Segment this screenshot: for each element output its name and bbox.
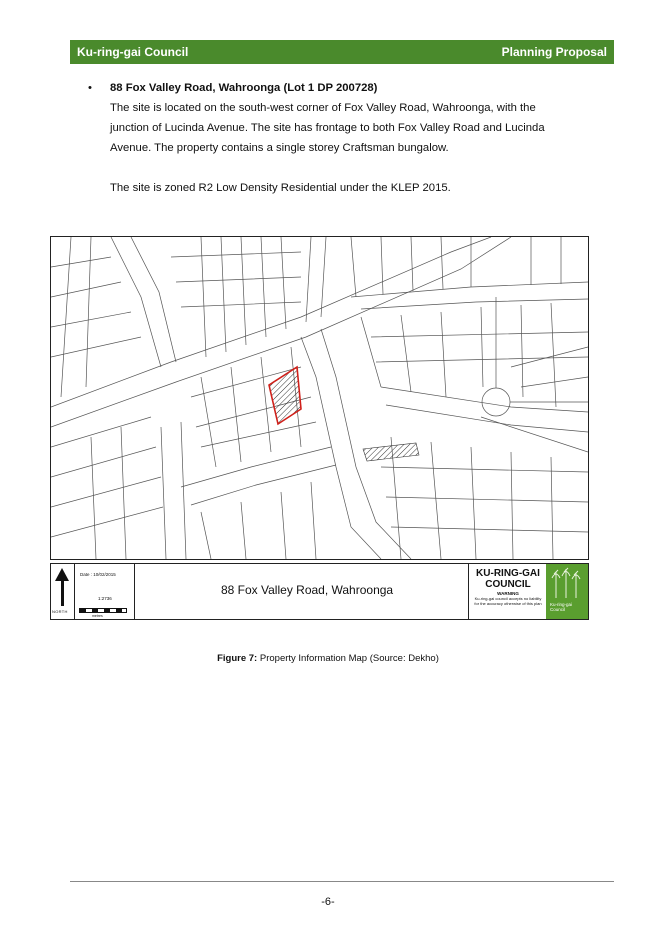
site-description-line-1: The site is located on the south-west corner of Fox Valley Road, Wahroonga, with the — [110, 102, 536, 114]
warning-text: Ku-ring-gai council accepts no liability for the accuracy otherwise of this plan — [474, 596, 542, 606]
logo-text-line-1: Ku-ring-gai — [550, 602, 573, 607]
figure-caption — [0, 653, 656, 664]
map-scale: 1:2736 — [98, 596, 112, 601]
map-meta — [74, 564, 135, 619]
site-description-section — [88, 78, 588, 198]
scale-bar-icon — [79, 608, 127, 613]
council-logo — [546, 564, 588, 619]
north-arrow — [51, 564, 75, 619]
document-header — [70, 40, 614, 64]
warning-label: WARNING — [497, 591, 519, 596]
map-legend — [50, 563, 589, 620]
figure-text: Property Information Map (Source: Dekho) — [259, 653, 439, 664]
council-disclaimer — [468, 564, 548, 619]
page-number: -6- — [321, 896, 335, 908]
property-map — [50, 236, 589, 560]
council-name-line-1: KU-RING-GAI — [476, 568, 540, 579]
header-document-type: Planning Proposal — [501, 45, 607, 59]
subject-site-parcel — [269, 367, 301, 424]
tree-logo-icon — [546, 564, 588, 600]
site-title: 88 Fox Valley Road, Wahroonga (Lot 1 DP 200728) — [110, 82, 378, 94]
scale-unit: metres — [92, 614, 103, 618]
map-date: Date : 10/02/2015 — [80, 572, 116, 577]
header-council-name: Ku-ring-gai Council — [77, 45, 189, 59]
logo-text-line-2: Council — [550, 607, 566, 612]
council-name-line-2: COUNCIL — [485, 579, 531, 590]
site-description-line-2: junction of Lucinda Avenue. The site has frontage to both Fox Valley Road and Lucinda — [110, 122, 545, 134]
footer-divider — [70, 881, 614, 882]
north-label: NORTH — [52, 609, 68, 614]
site-description-line-3: Avenue. The property contains a single storey Craftsman bungalow. — [110, 142, 449, 154]
cadastral-map-drawing — [51, 237, 588, 559]
map-title: 88 Fox Valley Road, Wahroonga — [221, 583, 394, 597]
figure-label: Figure 7: — [217, 653, 258, 664]
bullet-icon: • — [88, 82, 92, 94]
site-zoning: The site is zoned R2 Low Density Residential under the KLEP 2015. — [110, 182, 451, 194]
council-name — [469, 568, 547, 590]
